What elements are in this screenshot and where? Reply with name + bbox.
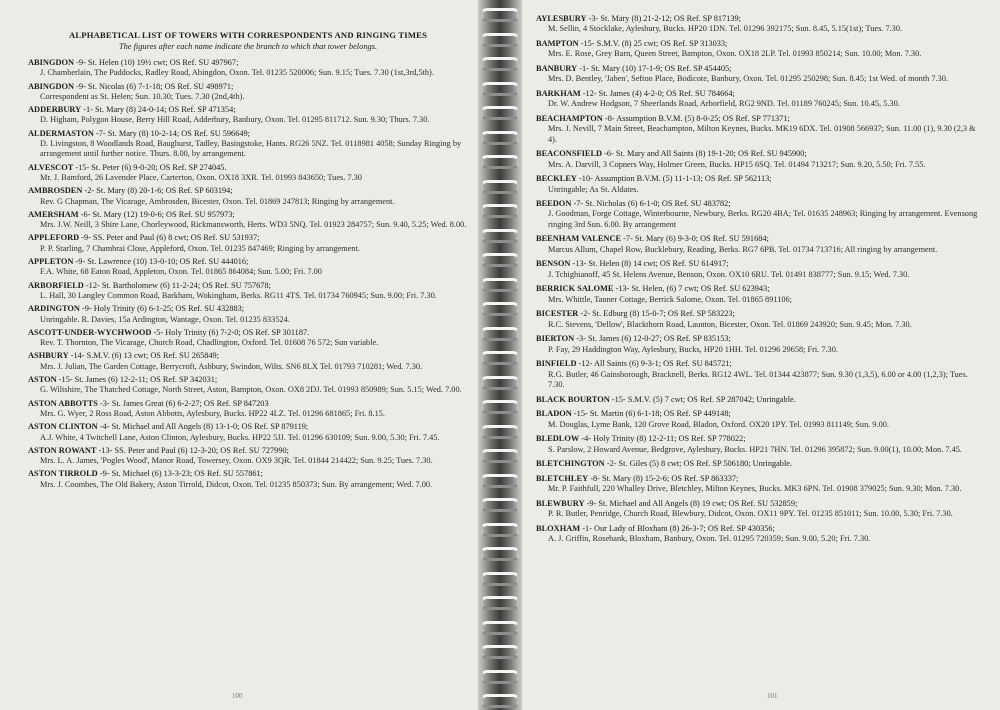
tower-bell-info: -3- St. James (6) 12-0-27; OS Ref. SP 835153; bbox=[576, 334, 731, 344]
tower-entry-heading bbox=[28, 105, 468, 115]
tower-bell-info: -9- St. Michael and All Angels (8) 19 cwt; OS Ref. SU 532859; bbox=[586, 499, 798, 508]
binding-coil bbox=[480, 523, 520, 537]
tower-entry bbox=[536, 284, 986, 305]
tower-entry-heading bbox=[536, 499, 986, 509]
binding-coil bbox=[480, 376, 520, 390]
tower-correspondent-details: J. Goodman, Forge Cottage, Winterbourne, Newbury, Berks. RG20 4BA; Tel. 01635 248963; Ringing by arrangement. Evensong ringing 3rd Sun. 6.00. By arrangement bbox=[548, 209, 978, 229]
tower-entry-heading bbox=[28, 186, 468, 196]
tower-name: ALDERMASTON bbox=[28, 128, 94, 138]
tower-bell-info: -5- Holy Trinity (6) 7-2-0; OS Ref. SP 301187. bbox=[153, 327, 310, 337]
tower-bell-info: -8- St. Mary (8) 15-2-6; OS Ref. SP 863337; bbox=[590, 474, 739, 484]
tower-correspondent-details: Mrs. J.W. Neill, 3 Shire Lane, Chorleywood, Rickmansworth, Herts. WD3 5NQ. Tel. 01923 284757; Sun. 9.40, 5.25; Wed. 8.00. bbox=[40, 220, 467, 230]
tower-bell-info: -7- St. Nicholas (6) 6-1-0; OS Ref. SU 483782; bbox=[573, 199, 731, 209]
tower-entry-heading bbox=[28, 328, 468, 338]
tower-entry-heading bbox=[28, 129, 468, 139]
page-number-right: 101 bbox=[767, 692, 778, 700]
tower-name: APPLETON bbox=[28, 257, 74, 267]
tower-correspondent-details: R.G. Butler, 46 Gainsborough, Bracknell, Berks. RG12 4WL. Tel. 01344 423877; Sun. 9.30 (1,3,5), 6.00 or 4.00 (1,2,3); Tues. 7.30. bbox=[548, 369, 968, 389]
tower-name: BICESTER bbox=[536, 309, 579, 319]
tower-correspondent-details: Mrs. D. Bentley, 'Jaben', Sefton Place, Bodicote, Banbury, Oxon. Tel. 01295 250298; Sun. 8.45; 1st Wed. of month 7.30. bbox=[548, 74, 948, 84]
tower-entry bbox=[536, 39, 986, 60]
tower-bell-info: -9- Holy Trinity (6) 6-1-25; OS Ref. SU 432883; bbox=[82, 304, 245, 314]
tower-entry bbox=[536, 309, 986, 330]
binding-coil bbox=[480, 498, 520, 512]
tower-bell-info: -9- St. Lawrence (10) 13-0-10; OS Ref. SU 444016; bbox=[75, 257, 249, 267]
binding-coil bbox=[480, 302, 520, 316]
tower-correspondent-details: M. Douglas, Lyme Bank, 120 Grove Road, Bladon, Oxford. OX20 1PY. Tel. 01993 811149; Sun. 9.00. bbox=[548, 419, 889, 429]
tower-entry bbox=[28, 82, 468, 103]
tower-name: ADDERBURY bbox=[28, 105, 82, 115]
tower-entry bbox=[536, 359, 986, 390]
tower-entry-heading bbox=[536, 334, 986, 344]
tower-bell-info: -2- St. Giles (5) 8 cwt; OS Ref. SP 506180; Unringable. bbox=[606, 459, 793, 469]
tower-entry bbox=[28, 233, 468, 254]
tower-entry bbox=[536, 334, 986, 355]
tower-entry-heading bbox=[536, 39, 986, 49]
binding-coil bbox=[480, 327, 520, 341]
tower-correspondent-details: Mrs. L. A. James, 'Pogles Wood', Manor Road, Towersey, Oxon. OX9 3QR. Tel. 01844 214422; Sun. 9.25; Tues. 7.30. bbox=[40, 456, 433, 466]
binding-coil bbox=[480, 425, 520, 439]
tower-entry-heading bbox=[536, 64, 986, 74]
tower-correspondent-details: Rev. G Chapman, The Vicarage, Ambrosden, Bicester, Oxon. Tel. 01869 247813; Ringing by arrangement. bbox=[40, 196, 395, 206]
tower-entry-heading bbox=[536, 359, 986, 369]
tower-name: BECKLEY bbox=[536, 174, 577, 184]
tower-entry-heading bbox=[536, 434, 986, 444]
tower-entry-heading bbox=[28, 375, 468, 385]
tower-correspondent-details: Mrs. J. Julian, The Garden Cottage, Berrycroft, Ashbury, Swindon, Wilts. SN6 8LX Tel. 01793 710281; Wed. 7.30. bbox=[40, 361, 423, 371]
tower-bell-info: -15- S.M.V. (8) 25 cwt; OS Ref. SP 313033; bbox=[580, 38, 728, 48]
tower-name: BENSON bbox=[536, 259, 571, 269]
tower-entry-heading bbox=[28, 257, 468, 267]
tower-correspondent-details: J. Chamberlain, The Paddocks, Radley Road, Abingdon, Oxon. Tel. 01235 520006; Sun. 9.15; Tues. 7.30 (1st,3rd,5th). bbox=[40, 68, 434, 78]
tower-entry bbox=[536, 459, 986, 469]
binding-coil bbox=[480, 82, 520, 96]
binding-coil bbox=[480, 278, 520, 292]
tower-name: ARDINGTON bbox=[28, 304, 80, 314]
tower-correspondent-details: Mrs. J. Coombes, The Old Bakery, Aston Tirrold, Didcot, Oxon. Tel. 01235 850373; Sun. By arrangement; Wed. 7.00. bbox=[40, 479, 433, 489]
binding-coil bbox=[480, 131, 520, 145]
tower-entry-heading bbox=[28, 399, 468, 409]
tower-name: BEEDON bbox=[536, 199, 572, 209]
tower-entry-heading bbox=[28, 422, 468, 432]
tower-entry-heading bbox=[536, 409, 986, 419]
tower-entry-heading bbox=[536, 259, 986, 269]
tower-entry bbox=[536, 524, 986, 545]
tower-entry bbox=[28, 375, 468, 396]
tower-bell-info: -15- St. James (6) 12-2-11; OS Ref. SP 342031; bbox=[58, 375, 218, 385]
tower-correspondent-details: A. J. Griffin, Rosebank, Bloxham, Banbury, Oxon. Tel. 01295 720359; Sun. 9.00, 5.20; Fri. 7.30. bbox=[548, 534, 871, 544]
binding-coil bbox=[480, 57, 520, 71]
tower-entry-heading bbox=[28, 58, 468, 68]
tower-correspondent-details: Marcus Allum, Chapel Row, Bucklebury, Reading, Berks. RG7 6PB. Tel. 01734 713716; All ringing by arrangement. bbox=[548, 244, 938, 254]
tower-correspondent-details: F.A. White, 68 Eaton Road, Appleton, Oxon. Tel. 01865 864084; Sun. 5.00; Fri. 7.00 bbox=[40, 267, 322, 277]
tower-entry bbox=[536, 174, 986, 195]
tower-bell-info: -4- Holy Trinity (8) 12-2-11; OS Ref. SP 778022; bbox=[581, 434, 746, 444]
tower-entry bbox=[28, 469, 468, 490]
tower-name: ASTON ABBOTTS bbox=[28, 398, 98, 408]
tower-entry-heading bbox=[536, 524, 986, 534]
tower-entry bbox=[28, 163, 468, 184]
tower-entry bbox=[28, 304, 468, 325]
tower-bell-info: -9- St. Nicolas (6) 7-1-18; OS Ref. SU 498971; bbox=[76, 81, 234, 91]
tower-entry bbox=[28, 446, 468, 467]
tower-entry bbox=[536, 199, 986, 230]
tower-entry-heading bbox=[28, 281, 468, 291]
tower-name: BLOXHAM bbox=[536, 523, 581, 533]
page-subtitle: The figures after each name indicate the branch to which that tower belongs. bbox=[118, 42, 378, 51]
tower-bell-info: -15- St. Martin (6) 6-1-18; OS Ref. SP 449148; bbox=[573, 409, 731, 419]
binding-coil bbox=[480, 8, 520, 22]
tower-bell-info: -3- St. James Great (6) 6-2-27; OS Ref. SP 847203 bbox=[99, 398, 269, 408]
page-number-left: 100 bbox=[232, 692, 243, 700]
tower-bell-info: -13- St. Helen, (6) 7 cwt; OS Ref. SU 623943; bbox=[615, 284, 770, 294]
binding-coil bbox=[480, 351, 520, 365]
tower-bell-info: -12- St. James (4) 4-2-0; OS Ref. SU 784664; bbox=[582, 88, 735, 98]
tower-correspondent-details: P. P. Starling, 7 Chambrai Close, Appleford, Oxon. Tel. 01235 847469; Ringing by arrangement. bbox=[40, 243, 360, 253]
tower-name: ASTON bbox=[28, 375, 57, 385]
binding-coil bbox=[480, 572, 520, 586]
binding-coil bbox=[480, 253, 520, 267]
tower-name: ASTON ROWANT bbox=[28, 445, 97, 455]
tower-entry bbox=[28, 351, 468, 372]
tower-name: ABINGDON bbox=[28, 58, 75, 67]
tower-name: ASHBURY bbox=[28, 351, 69, 361]
tower-bell-info: -2- St. Edburg (8) 15-0-7; OS Ref. SP 583223; bbox=[580, 309, 735, 319]
left-page bbox=[0, 0, 478, 710]
tower-name: ASTON TIRROLD bbox=[28, 469, 98, 479]
tower-bell-info: -2- St. Mary (8) 20-1-6; OS Ref. SP 603194; bbox=[84, 186, 233, 196]
tower-entry-heading bbox=[536, 395, 986, 405]
tower-name: AMERSHAM bbox=[28, 209, 79, 219]
tower-entry-heading bbox=[536, 114, 986, 124]
tower-entry-heading bbox=[536, 149, 986, 159]
tower-correspondent-details: Mrs. Whittle, Tanner Cottage, Berrick Salome, Oxon. Tel. 01865 891106; bbox=[548, 294, 792, 304]
tower-entry bbox=[28, 186, 468, 207]
tower-bell-info: -12- All Saints (6) 9-3-1; OS Ref. SU 845721; bbox=[578, 359, 732, 369]
tower-entry bbox=[536, 409, 986, 430]
tower-list-left bbox=[28, 58, 468, 490]
tower-correspondent-details: Mrs. G. Wyer, 2 Ross Road, Aston Abbotts, Aylesbury, Bucks. HP22 4LZ. Tel. 01296 681865; Fri. 8.15. bbox=[40, 408, 385, 418]
tower-entry bbox=[28, 257, 468, 278]
tower-name: AYLESBURY bbox=[536, 14, 587, 23]
tower-correspondent-details: P. R. Butler, Penridge, Church Road, Blewbury, Didcot, Oxon. OX11 9PY. Tel. 01235 851011; Sun. 10.00, 5.30; Fri. 7.30. bbox=[548, 509, 953, 519]
tower-correspondent-details: Unringable. R. Davies, 15a Ardington, Wantage, Oxon. Tel. 01235 833524. bbox=[40, 314, 290, 324]
binding-coil bbox=[480, 106, 520, 120]
binding-coil bbox=[480, 400, 520, 414]
tower-bell-info: -15- St. Peter (6) 9-0-20; OS Ref. SP 274045. bbox=[75, 162, 227, 172]
tower-correspondent-details: Mrs. A. Darvill, 3 Copners Way, Holmer Green, Bucks. HP15 6SQ. Tel. 01494 713217; Sun. 9.20, 5.50; Fri. 7.55. bbox=[548, 159, 926, 169]
tower-name: BERRICK SALOME bbox=[536, 284, 614, 294]
tower-bell-info: -9- SS. Peter and Paul (6) 8 cwt; OS Ref. SU 531937; bbox=[81, 233, 260, 243]
tower-entry-heading bbox=[28, 446, 468, 456]
tower-entry-heading bbox=[536, 174, 986, 184]
tower-correspondent-details: M. Sellin, 4 Stocklake, Aylesbury, Bucks. HP20 1DN. Tel. 01296 392175; Sun. 8.45, 5.15(1st); Tues. 7.30. bbox=[548, 24, 903, 34]
tower-bell-info: -1- St. Mary (10) 17-1-9; OS Ref. SP 454405; bbox=[579, 63, 732, 73]
tower-bell-info: -1- Our Lady of Bloxham (8) 26-3-7; OS Ref. SP 430356; bbox=[582, 523, 775, 533]
tower-correspondent-details: P. Fay, 29 Haddington Way, Aylesbury, Bucks, HP20 1HH. Tel. 01296 29658; Fri. 7.30. bbox=[548, 344, 838, 354]
tower-entry-heading bbox=[536, 474, 986, 484]
tower-correspondent-details: G. Wiltshire, The Thatched Cottage, North Street, Aston, Bampton, Oxon. OX8 2DJ. Tel. 01993 850989; Sun. 5.15; Wed. 7.00. bbox=[40, 385, 462, 395]
tower-entry-heading bbox=[28, 210, 468, 220]
tower-correspondent-details: Mr. P. Faithfull, 220 Whalley Drive, Bletchley, Milton Keynes, Bucks. MK3 6PN. Tel. 01908 379025; Sun. 9.30; Mon. 7.30. bbox=[548, 484, 962, 494]
tower-entry bbox=[28, 422, 468, 443]
tower-entry-heading bbox=[536, 89, 986, 99]
binding-coil bbox=[480, 596, 520, 610]
tower-bell-info: -7- St. Mary (6) 9-3-0; OS Ref. SU 591684; bbox=[623, 234, 769, 244]
tower-bell-info: -12- St. Bartholomew (6) 11-2-24; OS Ref. SU 757678; bbox=[85, 280, 271, 290]
tower-correspondent-details: Correspondent as St. Helen; Sun. 10.30; Tues. 7.30 (2nd,4th). bbox=[40, 91, 245, 101]
binding-coil bbox=[480, 204, 520, 218]
tower-name: BLEWBURY bbox=[536, 499, 585, 508]
tower-name: BAMPTON bbox=[536, 38, 579, 48]
tower-name: AMBROSDEN bbox=[28, 186, 83, 196]
tower-entry-heading bbox=[536, 234, 986, 244]
page-title: ALPHABETICAL LIST OF TOWERS WITH CORRESPONDENTS AND RINGING TIMES bbox=[68, 30, 428, 40]
tower-correspondent-details: Mrs. E. Rose, Grey Barn, Queen Street, Bampton, Oxon. OX18 2LP. Tel. 01993 850214; Sun. 10.00; Mon. 7.30. bbox=[548, 49, 922, 59]
tower-bell-info: -13- St. Helen (8) 14 cwt; OS Ref. SU 614917; bbox=[572, 259, 729, 269]
tower-entry-heading bbox=[28, 82, 468, 92]
tower-entry bbox=[28, 58, 468, 79]
tower-bell-info: -10- Assumption B.V.M. (5) 11-1-13; OS Ref. SP 562113; bbox=[579, 174, 772, 184]
tower-correspondent-details: J. Tchighianoff, 45 St. Helens Avenue, Benson, Oxon. OX10 6RU. Tel. 01491 838777; Sun. 9.15; Wed. 7.30. bbox=[548, 269, 910, 279]
binding-coil bbox=[480, 474, 520, 488]
binding-coil bbox=[480, 180, 520, 194]
tower-entry bbox=[28, 399, 468, 420]
tower-correspondent-details: Rev. T. Thornton, The Vicarage, Church Road, Chadlington, Oxford. Tel. 01608 76 572; Sun variable. bbox=[40, 338, 379, 348]
tower-entry bbox=[28, 281, 468, 302]
tower-name: BLEDLOW bbox=[536, 434, 580, 444]
tower-entry-heading bbox=[28, 163, 468, 173]
tower-correspondent-details: Mrs. J. Nevill, 7 Main Street, Beachampton, Milton Keynes, Bucks. MK19 6DX. Tel. 01908 566937; Sun. 11.00 (1), 9.30 (2,3 & 4). bbox=[548, 124, 976, 144]
binding-coil bbox=[480, 155, 520, 169]
tower-bell-info: -7- St. Mary (8) 10-2-14; OS Ref. SU 596649; bbox=[96, 128, 250, 138]
tower-entry bbox=[536, 89, 986, 110]
tower-name: BLADON bbox=[536, 409, 572, 419]
tower-entry bbox=[536, 114, 986, 145]
tower-entry-heading bbox=[536, 199, 986, 209]
binding-coil bbox=[480, 229, 520, 243]
tower-correspondent-details: R.C. Stevens, 'Dellow', Blackthorn Road, Launton, Bicester, Oxon. Tel. 01869 243920; Sun. 9.45; Mon. 7.30. bbox=[548, 319, 912, 329]
tower-correspondent-details: A.J. White, 4 Twitchell Lane, Aston Clinton, Aylesbury, Bucks. HP22 5JJ. Tel. 01296 630109; Sun. 9.00, 5.30; Fri. 7.45. bbox=[40, 432, 440, 442]
tower-list-right bbox=[536, 14, 986, 545]
tower-name: BARKHAM bbox=[536, 88, 581, 98]
tower-entry bbox=[536, 499, 986, 520]
tower-bell-info: -1- St. Mary (8) 24-0-14; OS Ref. SP 471354; bbox=[83, 105, 236, 115]
tower-bell-info: -13- SS. Peter and Paul (6) 12-3-20; OS Ref. SU 727990; bbox=[98, 445, 289, 455]
tower-bell-info: -15- S.M.V. (5) 7 cwt; OS Ref. SP 287042; Unringable. bbox=[611, 394, 796, 404]
tower-name: ASTON CLINTON bbox=[28, 422, 98, 432]
tower-name: BIERTON bbox=[536, 334, 575, 344]
tower-bell-info: -14- S.M.V. (6) 13 cwt; OS Ref. SU 265849; bbox=[70, 351, 220, 361]
tower-entry-heading bbox=[28, 233, 468, 243]
tower-entry-heading bbox=[28, 304, 468, 314]
tower-correspondent-details: Mr. J. Bamford, 26 Lavender Place, Carterton, Oxon. OX18 3XR. Tel. 01993 843650; Tues. 7.30 bbox=[40, 172, 362, 182]
tower-entry bbox=[536, 234, 986, 255]
tower-bell-info: -4- St. Michael and All Angels (8) 13-1-0; OS Ref. SP 879119; bbox=[99, 422, 309, 432]
tower-bell-info: -9- St. Michael (6) 13-3-23; OS Ref. SU 557861; bbox=[99, 469, 263, 479]
tower-entry-heading bbox=[536, 14, 986, 24]
tower-name: BEACONSFIELD bbox=[536, 149, 603, 159]
tower-entry bbox=[536, 434, 986, 455]
tower-entry bbox=[28, 105, 468, 126]
tower-bell-info: -3- St. Mary (8) 21-2-12; OS Ref. SP 817139; bbox=[588, 14, 741, 23]
tower-entry bbox=[28, 328, 468, 349]
tower-name: BLETCHLEY bbox=[536, 474, 589, 484]
tower-entry-heading bbox=[28, 351, 468, 361]
binding-coil bbox=[480, 645, 520, 659]
tower-entry bbox=[536, 14, 986, 35]
tower-entry-heading bbox=[28, 469, 468, 479]
binding-coil bbox=[480, 449, 520, 463]
tower-entry-heading bbox=[536, 309, 986, 319]
binding-coil bbox=[480, 694, 520, 708]
tower-name: ABINGDON bbox=[28, 81, 75, 91]
tower-bell-info: -6- St. Mary (12) 19-0-6; OS Ref. SU 957973; bbox=[80, 209, 235, 219]
tower-entry bbox=[536, 395, 986, 405]
tower-name: APPLEFORD bbox=[28, 233, 80, 243]
tower-correspondent-details: L. Hall, 30 Langley Common Road, Barkham, Wokingham, Berks. RG11 4TS. Tel. 01734 760945; Sun. 9.00; Fri. 7.30. bbox=[40, 290, 437, 300]
tower-name: BEACHAMPTON bbox=[536, 113, 603, 123]
tower-entry bbox=[536, 259, 986, 280]
tower-name: BANBURY bbox=[536, 63, 578, 73]
tower-entry-heading bbox=[536, 459, 986, 469]
tower-entry bbox=[536, 64, 986, 85]
tower-correspondent-details: Dr. W. Andrew Hodgson, 7 Sheerlands Road, Arborfield, RG2 9ND. Tel. 01189 760245; Sun. 10.45, 5.30. bbox=[548, 99, 900, 109]
tower-name: BEENHAM VALENCE bbox=[536, 234, 622, 244]
tower-name: ARBORFIELD bbox=[28, 280, 84, 290]
tower-correspondent-details: Unringable; As St. Aldates. bbox=[548, 184, 639, 194]
tower-bell-info: -9- St. Helen (10) 19½ cwt; OS Ref. SU 497967; bbox=[76, 58, 239, 67]
right-page bbox=[522, 0, 1000, 710]
binding-coil bbox=[480, 547, 520, 561]
tower-correspondent-details: S. Parslow, 2 Howard Avenue, Bedgrove, Aylesbury, Bucks. HP21 7HN. Tel. 01296 395872; Sun. 9.00(1), 10.00; Mon. 7.45. bbox=[548, 444, 962, 454]
tower-correspondent-details: D. Higham, Polygon House, Berry Hill Road, Adderbury, Banbury, Oxon. Tel. 01295 811712. Sun. 9.30; Thurs. 7.30. bbox=[40, 115, 430, 125]
tower-name: BLACK BOURTON bbox=[536, 394, 610, 404]
tower-entry bbox=[536, 149, 986, 170]
tower-name: ASCOTT-UNDER-WYCHWOOD bbox=[28, 327, 152, 337]
tower-correspondent-details: D. Livingston, 8 Woodlands Road, Baughurst, Tadley, Basingstoke, Hants. RG26 5NZ. Tel. 0118981 4058; Sunday Ringing by arrangement until further notice. Thurs. 8.00, by arrangement. bbox=[40, 139, 462, 159]
tower-entry-heading bbox=[536, 284, 986, 294]
tower-entry bbox=[28, 210, 468, 231]
binding-coil bbox=[480, 670, 520, 684]
binding-coil bbox=[480, 621, 520, 635]
tower-name: BLETCHINGTON bbox=[536, 459, 605, 469]
tower-bell-info: -8- Assumption B.V.M. (5) 8-0-25; OS Ref. SP 771371; bbox=[604, 113, 790, 123]
tower-name: ALVESCOT bbox=[28, 162, 74, 172]
tower-entry bbox=[536, 474, 986, 495]
tower-entry bbox=[28, 129, 468, 160]
tower-name: BINFIELD bbox=[536, 359, 577, 369]
tower-bell-info: -6- St. Mary and All Saints (8) 19-1-20; OS Ref. SU 945900; bbox=[604, 149, 807, 159]
binding-coil bbox=[480, 33, 520, 47]
